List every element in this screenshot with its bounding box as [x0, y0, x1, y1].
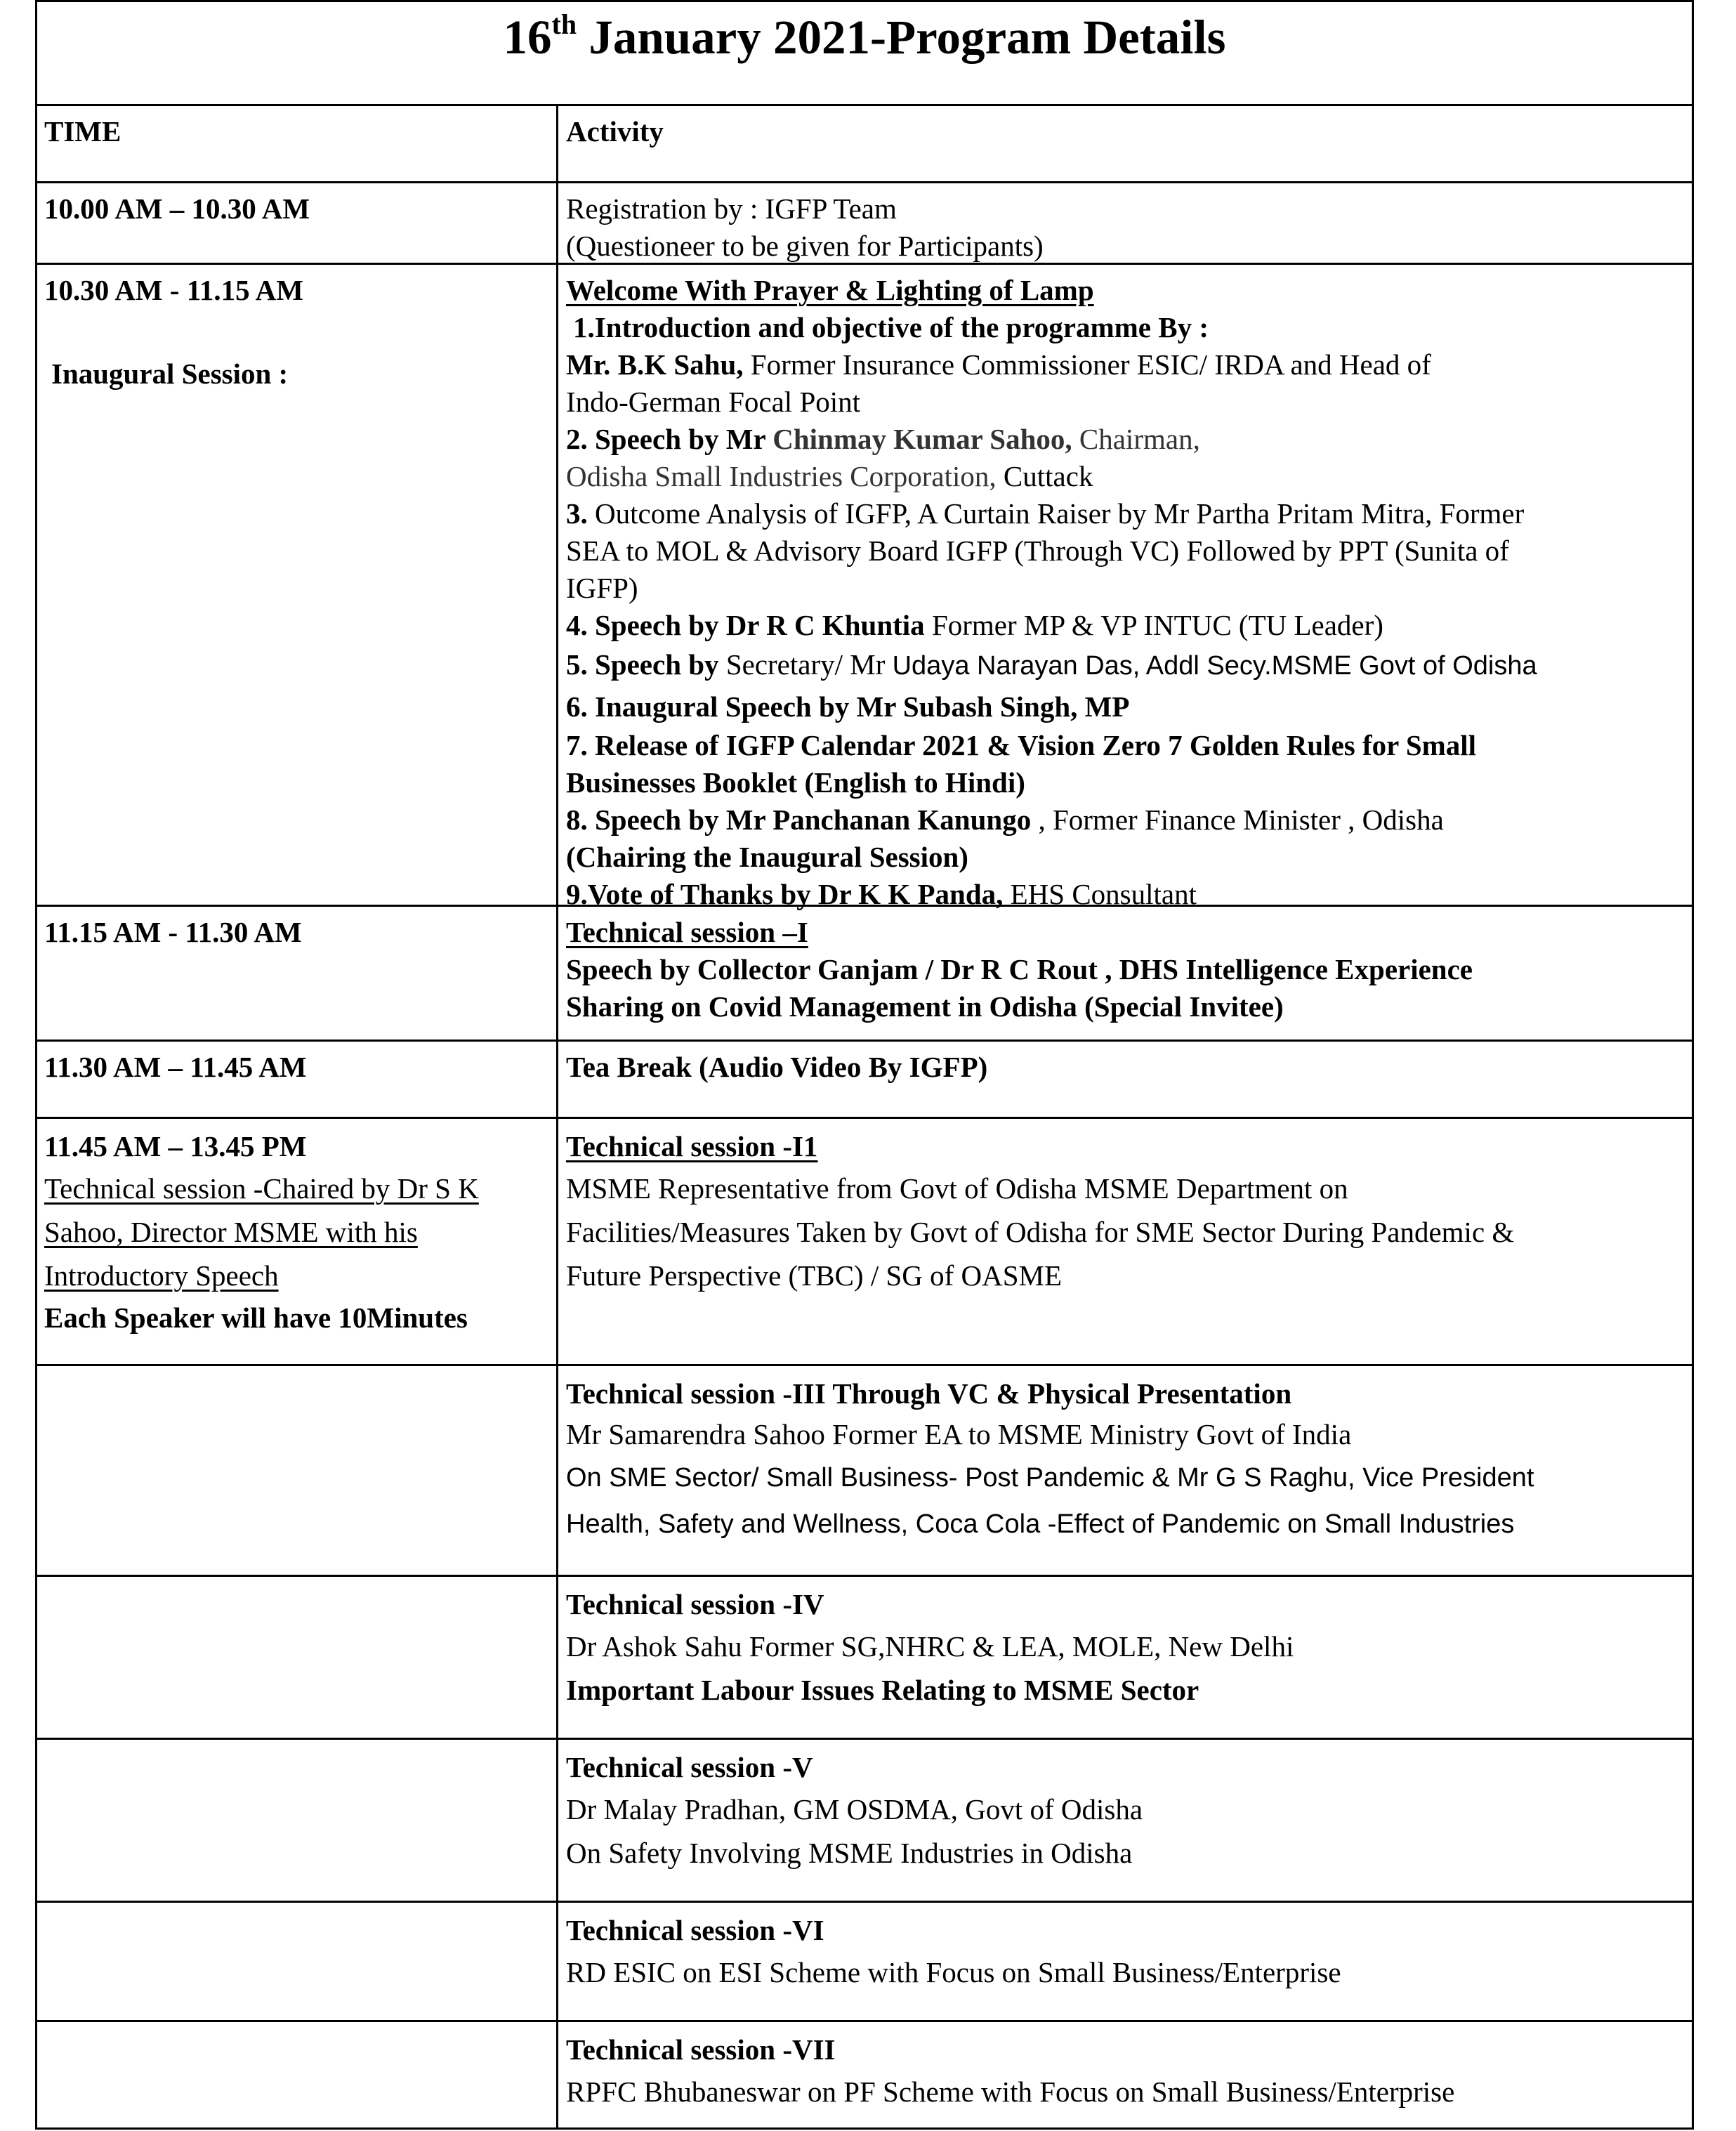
table-row: [37, 1119, 1692, 1366]
time-cell: [37, 2022, 558, 2127]
time-cell: [37, 1366, 558, 1575]
activity-line: Dr Ashok Sahu Former SG,NHRC & LEA, MOLE, New Delhi: [566, 1630, 1294, 1663]
activity-line: MSME Representative from Govt of Odisha MSME Department on: [566, 1172, 1348, 1205]
header-time: TIME: [44, 115, 121, 147]
session-heading: Technical session –I: [566, 916, 808, 948]
chair-line: Technical session -Chaired by Dr S K: [44, 1172, 479, 1205]
activity-line: Businesses Booklet (English to Hindi): [566, 766, 1025, 799]
time-slot: 10.00 AM – 10.30 AM: [44, 192, 310, 225]
activity-line: 1.Introduction and objective of the programme By :: [573, 311, 1209, 343]
session-heading: Technical session -VI: [566, 1914, 824, 1946]
table-row: [37, 1577, 1692, 1740]
session-heading: Welcome With Prayer & Lighting of Lamp: [566, 274, 1094, 306]
activity-cell: [558, 1740, 1692, 1901]
time-cell: [37, 1577, 558, 1738]
time-slot: 11.15 AM - 11.30 AM: [44, 916, 302, 948]
activity-line: 5. Speech by Secretary/ Mr Udaya Narayan Das, Addl Secy.MSME Govt of Odisha: [566, 648, 1537, 681]
activity-line: Important Labour Issues Relating to MSME Sector: [566, 1674, 1199, 1706]
table-row: [37, 1903, 1692, 2022]
time-cell: [37, 1903, 558, 2020]
table-row: [37, 1366, 1692, 1577]
time-cell: [37, 907, 558, 1040]
table-row: [37, 1740, 1692, 1903]
time-cell: [37, 1119, 558, 1364]
header-time-cell: [37, 106, 558, 181]
header-row: [37, 106, 1692, 183]
activity-line: Tea Break (Audio Video By IGFP): [566, 1051, 988, 1083]
time-slot: 10.30 AM - 11.15 AM: [44, 274, 303, 306]
header-activity-cell: [558, 106, 1692, 181]
activity-line: Dr Malay Pradhan, GM OSDMA, Govt of Odisha: [566, 1793, 1143, 1825]
activity-cell: [558, 183, 1692, 263]
activity-line: 4. Speech by Dr R C Khuntia Former MP & VP INTUC (TU Leader): [566, 609, 1383, 641]
activity-cell: [558, 1903, 1692, 2020]
table-row: [37, 265, 1692, 910]
chair-line: Sahoo, Director MSME with his: [44, 1216, 418, 1248]
time-cell: [37, 265, 558, 905]
activity-line: RD ESIC on ESI Scheme with Focus on Small Business/Enterprise: [566, 1956, 1341, 1988]
activity-line: 2. Speech by Mr Chinmay Kumar Sahoo, Chairman,: [566, 423, 1200, 455]
activity-line: Mr Samarendra Sahoo Former EA to MSME Ministry Govt of India: [566, 1418, 1352, 1450]
time-slot: 11.30 AM – 11.45 AM: [44, 1051, 307, 1083]
activity-line: Indo-German Focal Point: [566, 386, 861, 418]
activity-line: 3. Outcome Analysis of IGFP, A Curtain Raiser by Mr Partha Pritam Mitra, Former: [566, 497, 1525, 530]
activity-cell: [558, 1577, 1692, 1738]
activity-cell: [558, 1366, 1692, 1575]
speaker-note: Each Speaker will have 10Minutes: [44, 1301, 468, 1334]
activity-line: 9.Vote of Thanks by Dr K K Panda, EHS Consultant: [566, 878, 1197, 910]
table-row: [37, 1042, 1692, 1119]
activity-cell: [558, 265, 1692, 910]
session-heading: Technical session -VII: [566, 2033, 836, 2066]
time-cell: [37, 183, 558, 263]
activity-line: (Questioneer to be given for Participants): [566, 230, 1044, 262]
activity-line: IGFP): [566, 572, 638, 604]
session-label: Inaugural Session :: [51, 358, 289, 390]
activity-line: 6. Inaugural Speech by Mr Subash Singh, MP: [566, 690, 1130, 723]
activity-line: (Chairing the Inaugural Session): [566, 841, 968, 873]
table-row: [37, 2022, 1692, 2127]
activity-line: Sharing on Covid Management in Odisha (Special Invitee): [566, 990, 1284, 1023]
time-cell: [37, 1042, 558, 1117]
session-heading: Technical session -III Through VC & Physical Presentation: [566, 1377, 1292, 1410]
activity-line: Mr. B.K Sahu, Former Insurance Commissioner ESIC/ IRDA and Head of: [566, 348, 1431, 381]
table-row: [37, 907, 1692, 1042]
session-heading: Technical session -V: [566, 1751, 813, 1783]
time-slot: 11.45 AM – 13.45 PM: [44, 1130, 307, 1162]
table-row: [37, 183, 1692, 265]
activity-line: Facilities/Measures Taken by Govt of Odisha for SME Sector During Pandemic &: [566, 1216, 1515, 1248]
session-heading: Technical session -I1: [566, 1130, 818, 1162]
activity-line: RPFC Bhubaneswar on PF Scheme with Focus on Small Business/Enterprise: [566, 2076, 1455, 2108]
activity-line: On Safety Involving MSME Industries in Odisha: [566, 1837, 1133, 1869]
time-cell: [37, 1740, 558, 1901]
activity-line: SEA to MOL & Advisory Board IGFP (Through VC) Followed by PPT (Sunita of: [566, 535, 1509, 567]
title-ordinal-suffix: th: [551, 8, 577, 40]
activity-line: Odisha Small Industries Corporation, Cuttack: [566, 460, 1093, 492]
activity-line: Speech by Collector Ganjam / Dr R C Rout , DHS Intelligence Experience: [566, 953, 1473, 985]
activity-line: Future Perspective (TBC) / SG of OASME: [566, 1259, 1063, 1292]
activity-line: 7. Release of IGFP Calendar 2021 & Vision Zero 7 Golden Rules for Small: [566, 729, 1477, 761]
title-row: [37, 2, 1692, 106]
activity-cell: [558, 1119, 1692, 1364]
program-document: [35, 0, 1694, 2130]
activity-line: Registration by : IGFP Team: [566, 192, 897, 225]
activity-cell: [558, 1042, 1692, 1117]
session-heading: Technical session -IV: [566, 1588, 824, 1620]
activity-line: Health, Safety and Wellness, Coca Cola -Effect of Pandemic on Small Industries: [566, 1509, 1515, 1539]
activity-cell: [558, 2022, 1692, 2127]
activity-cell: [558, 907, 1692, 1040]
activity-line: On SME Sector/ Small Business- Post Pandemic & Mr G S Raghu, Vice President: [566, 1463, 1534, 1493]
header-activity: Activity: [566, 115, 664, 147]
page-title: 16th January 2021-Program Details: [503, 8, 1226, 64]
activity-line: 8. Speech by Mr Panchanan Kanungo , Former Finance Minister , Odisha: [566, 804, 1444, 836]
chair-line: Introductory Speech: [44, 1259, 279, 1292]
